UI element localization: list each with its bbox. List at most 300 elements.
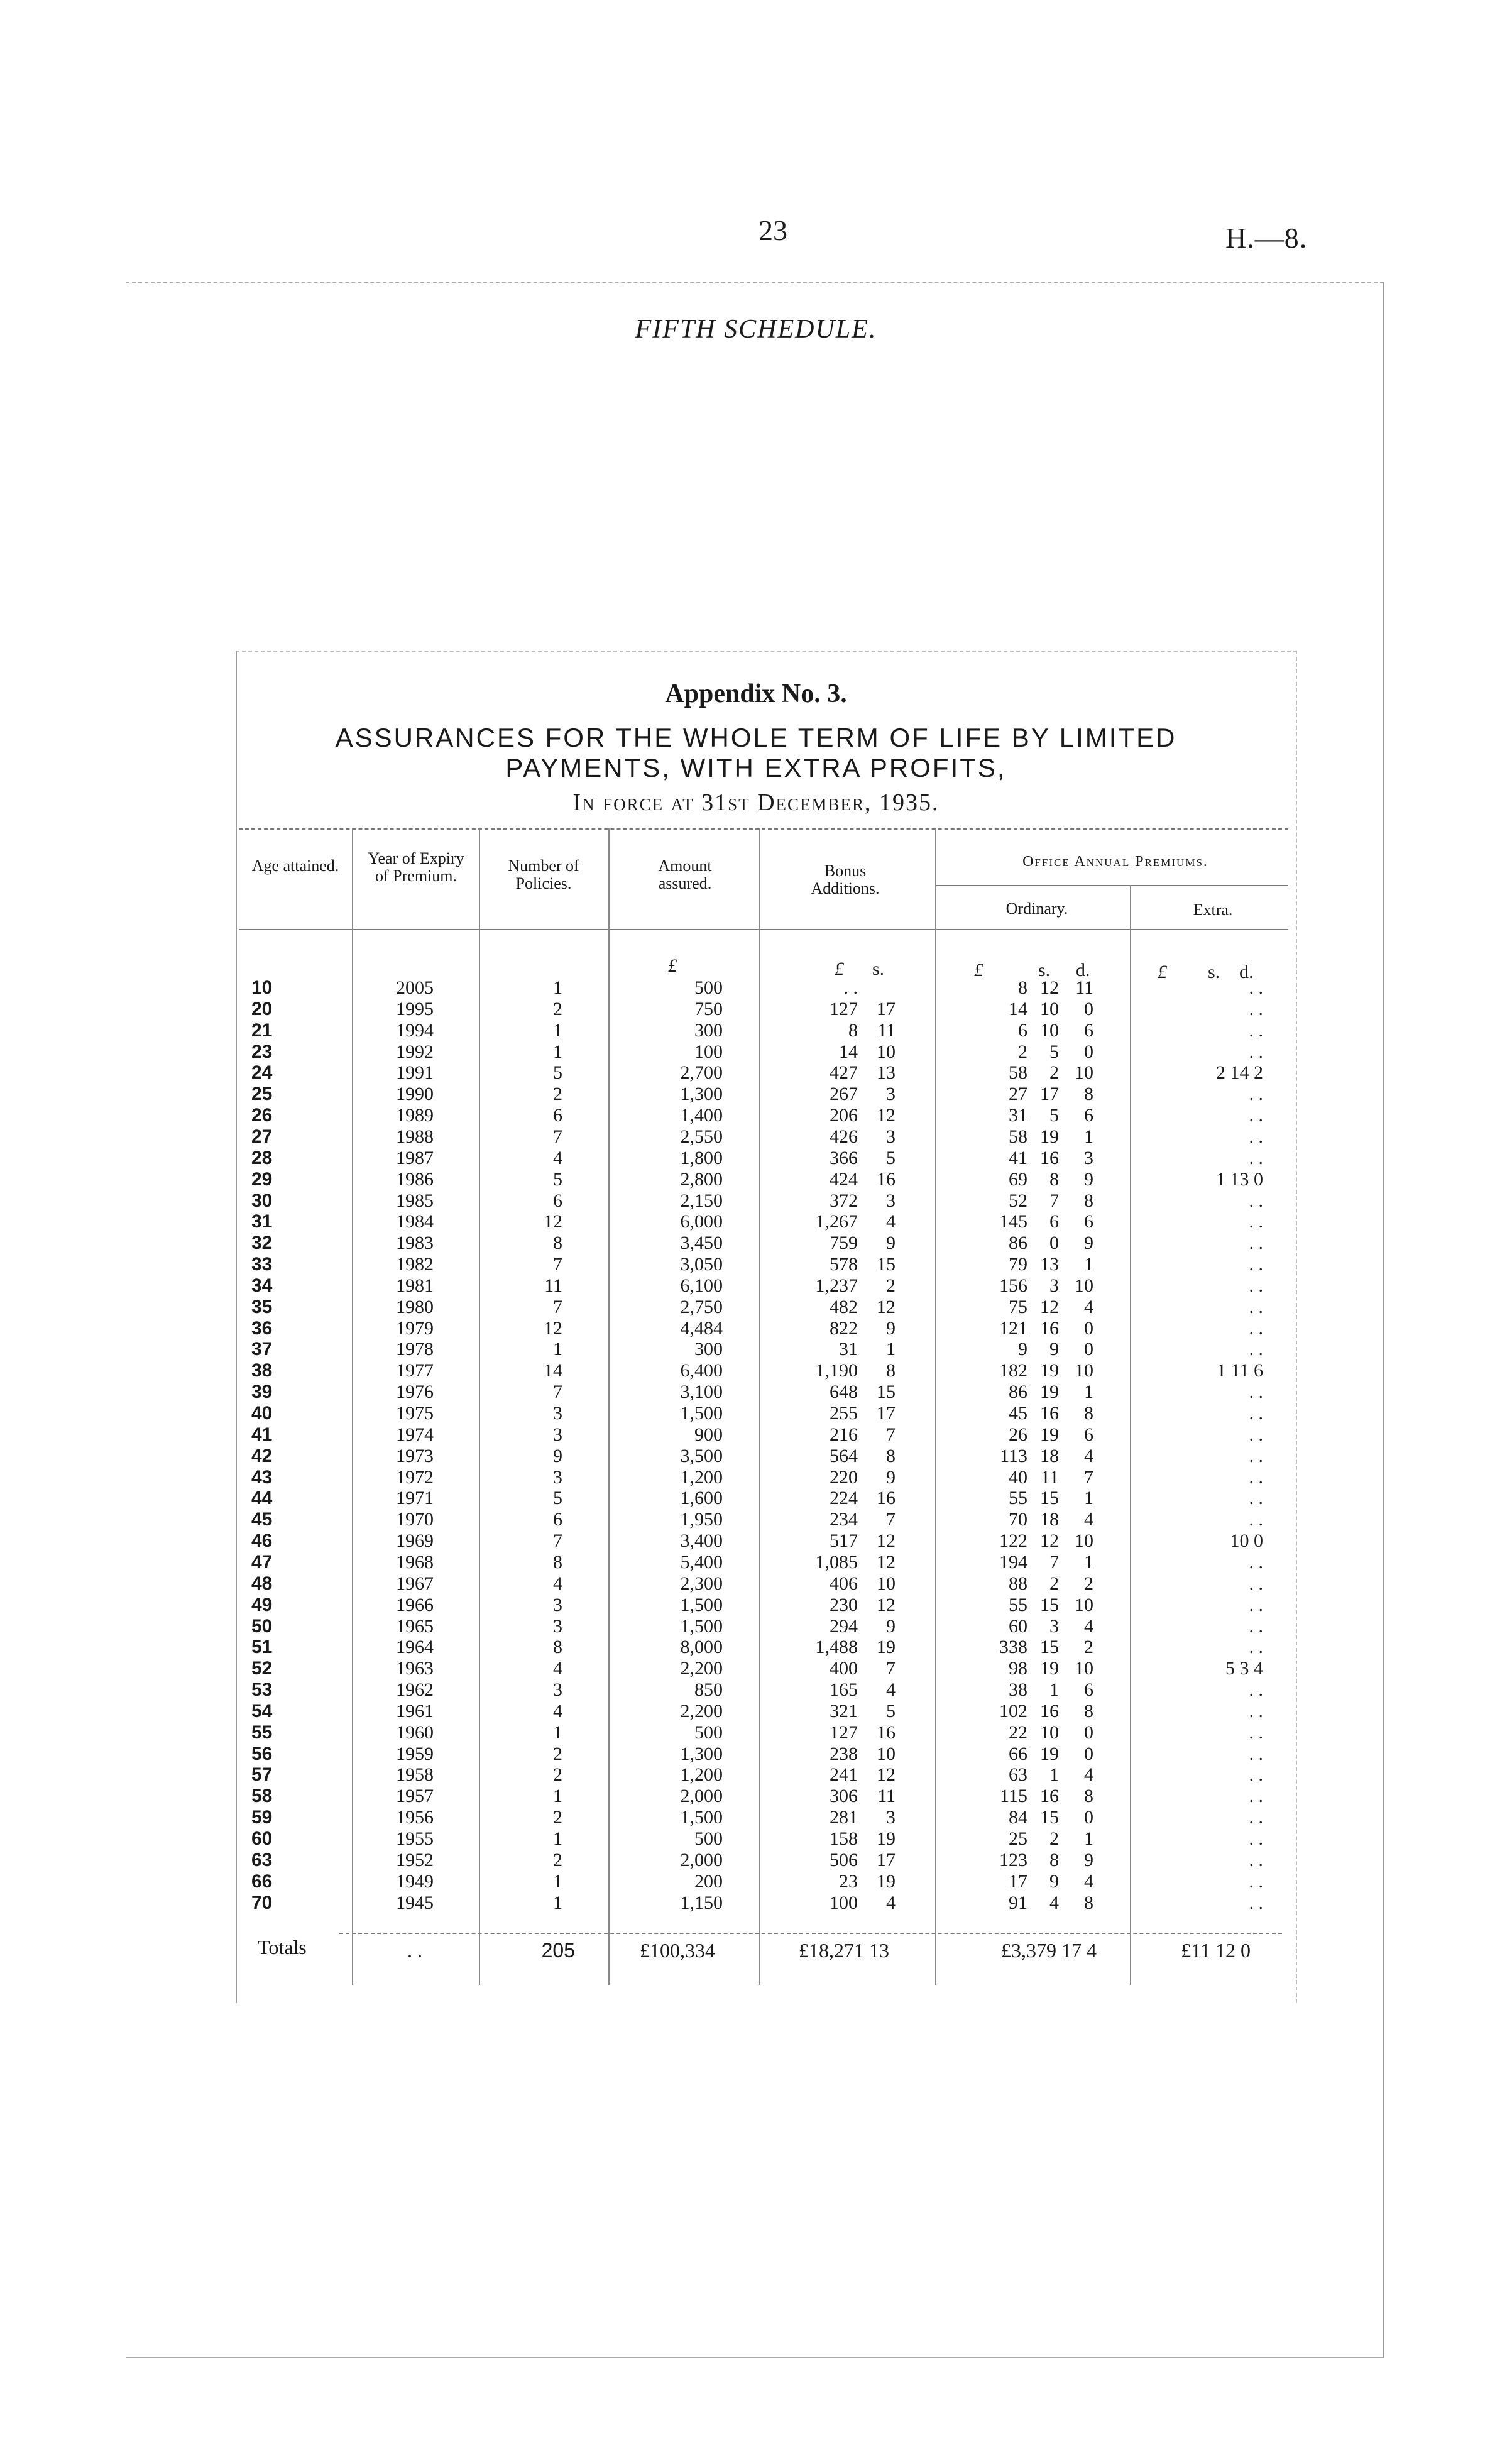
totals-extra-premiums: £11 12 0 [1181, 1939, 1251, 1962]
cell-amount: 1,600 [680, 1488, 723, 1509]
cell-bonus-l: 1,488 [815, 1637, 858, 1658]
cell-year: 1971 [396, 1488, 434, 1509]
cell-num: 4 [553, 1147, 562, 1168]
page-number: 23 [759, 214, 787, 246]
cell-bonus-l: 206 [830, 1105, 858, 1126]
cell-num: 8 [553, 1637, 562, 1658]
cell-extra: . . [1249, 1488, 1263, 1509]
column-rule-4 [759, 828, 760, 1985]
cell-bonus-s: 7 [886, 1424, 896, 1445]
cell-bonus-l: 427 [830, 1062, 858, 1084]
cell-bonus-s: 3 [886, 1807, 896, 1828]
cell-num: 14 [544, 1360, 562, 1381]
cell-age: 70 [251, 1892, 273, 1913]
cell-bonus-s: 16 [877, 1168, 896, 1190]
cell-bonus-s: 3 [886, 1190, 896, 1211]
cell-ord-d: 0 [1084, 998, 1093, 1019]
cell-year: 1974 [396, 1424, 434, 1445]
cell-num: 1 [553, 977, 562, 998]
cell-ord-l: 79 [1009, 1254, 1027, 1275]
cell-extra: . . [1249, 1019, 1263, 1041]
cell-ord-s: 15 [1040, 1807, 1059, 1828]
cell-ord-s: 19 [1040, 1424, 1059, 1445]
cell-ord-l: 6 [1018, 1019, 1027, 1041]
cell-ord-l: 86 [1009, 1233, 1027, 1254]
cell-ord-l: 26 [1009, 1424, 1027, 1445]
cell-ord-d: 10 [1075, 1275, 1093, 1296]
totals-ordinary-premiums: £3,379 17 4 [1001, 1939, 1097, 1962]
cell-bonus-s: 19 [877, 1870, 896, 1892]
cell-bonus-s: 4 [886, 1211, 896, 1233]
cell-ord-d: 11 [1075, 977, 1093, 998]
cell-ord-s: 16 [1040, 1317, 1059, 1339]
cell-age: 30 [251, 1190, 273, 1211]
cell-bonus-l: 366 [830, 1147, 858, 1168]
cell-bonus-s: 1 [886, 1339, 896, 1360]
cell-year: 1975 [396, 1403, 434, 1424]
cell-age: 51 [251, 1637, 273, 1658]
cell-year: 1977 [396, 1360, 434, 1381]
cell-bonus-s: 17 [877, 998, 896, 1019]
cell-ord-d: 10 [1075, 1360, 1093, 1381]
cell-ord-l: 55 [1009, 1594, 1027, 1615]
cell-ord-l: 115 [1000, 1786, 1027, 1807]
cell-ord-d: 9 [1084, 1233, 1093, 1254]
cell-ord-d: 6 [1084, 1105, 1093, 1126]
cell-extra: . . [1249, 1466, 1263, 1488]
cell-ord-d: 0 [1084, 1041, 1093, 1062]
cell-ord-d: 4 [1084, 1296, 1093, 1317]
cell-ord-s: 19 [1040, 1381, 1059, 1403]
cell-ord-s: 3 [1049, 1275, 1059, 1296]
cell-num: 2 [553, 1807, 562, 1828]
cell-year: 1961 [396, 1700, 434, 1721]
cell-num: 7 [553, 1296, 562, 1317]
cell-age: 43 [251, 1466, 273, 1488]
cell-bonus-l: 517 [830, 1530, 858, 1552]
cell-ord-s: 15 [1040, 1594, 1059, 1615]
cell-bonus-l: 165 [830, 1679, 858, 1701]
cell-amount: 200 [694, 1870, 723, 1892]
cell-bonus-l: 578 [830, 1254, 858, 1275]
cell-age: 37 [251, 1339, 273, 1360]
cell-amount: 3,400 [680, 1530, 723, 1552]
cell-amount: 3,450 [680, 1233, 723, 1254]
cell-extra: . . [1249, 1339, 1263, 1360]
cell-amount: 4,484 [680, 1317, 723, 1339]
cell-amount: 100 [694, 1041, 723, 1062]
cell-extra: . . [1249, 1190, 1263, 1211]
cell-ord-s: 3 [1049, 1615, 1059, 1637]
cell-ord-s: 10 [1040, 998, 1059, 1019]
cell-bonus-s: 12 [877, 1105, 896, 1126]
cell-bonus-l: 1,267 [815, 1211, 858, 1233]
cell-extra: . . [1249, 1849, 1263, 1870]
cell-bonus-l: 127 [830, 1721, 858, 1743]
cell-amount: 1,300 [680, 1743, 723, 1764]
cell-year: 1995 [396, 998, 434, 1019]
cell-ord-l: 145 [999, 1211, 1027, 1233]
cell-extra: 2 14 2 [1216, 1062, 1263, 1084]
cell-num: 1 [553, 1721, 562, 1743]
cell-extra: . . [1249, 1573, 1263, 1594]
cell-bonus-l: 281 [830, 1807, 858, 1828]
cell-ord-s: 5 [1049, 1041, 1059, 1062]
cell-extra: . . [1249, 1551, 1263, 1573]
cell-num: 3 [553, 1466, 562, 1488]
cell-age: 27 [251, 1126, 273, 1147]
cell-age: 47 [251, 1551, 273, 1573]
cell-amount: 1,150 [680, 1892, 723, 1913]
cell-amount: 1,950 [680, 1509, 723, 1530]
cell-bonus-s [861, 977, 896, 999]
cell-ord-s: 1 [1049, 1679, 1059, 1701]
cell-num: 12 [544, 1211, 562, 1233]
cell-amount: 1,500 [680, 1807, 723, 1828]
cell-bonus-s: 19 [877, 1637, 896, 1658]
header-amount-assured: Amount assured. [658, 857, 712, 892]
column-rule-3 [608, 828, 610, 1985]
cell-year: 1983 [396, 1233, 434, 1254]
cell-ord-l: 14 [1009, 998, 1027, 1019]
totals-amount-assured: £100,334 [640, 1939, 715, 1962]
cell-year: 1956 [396, 1807, 434, 1828]
cell-extra: 1 13 0 [1216, 1168, 1263, 1190]
cell-year: 1982 [396, 1254, 434, 1275]
cell-bonus-s: 4 [886, 1679, 896, 1701]
cell-bonus-l: 1,190 [815, 1360, 858, 1381]
cell-ord-d: 8 [1084, 1892, 1093, 1913]
cell-ord-d: 1 [1084, 1488, 1093, 1509]
document-reference: H.—8. [1225, 222, 1308, 254]
cell-amount: 3,050 [680, 1254, 723, 1275]
cell-amount: 2,000 [680, 1786, 723, 1807]
totals-top-rule [339, 1933, 1282, 1934]
cell-num: 2 [553, 1764, 562, 1786]
cell-amount: 2,300 [680, 1573, 723, 1594]
cell-ord-s: 19 [1040, 1360, 1059, 1381]
cell-bonus-s: 9 [886, 1317, 896, 1339]
cell-amount: 300 [694, 1339, 723, 1360]
cell-age: 36 [251, 1317, 273, 1339]
cell-num: 3 [553, 1594, 562, 1615]
cell-extra: . . [1249, 1828, 1263, 1849]
cell-num: 5 [553, 1168, 562, 1190]
cell-num: 3 [553, 1615, 562, 1637]
column-rule-6 [1130, 885, 1131, 1985]
cell-extra: . . [1249, 1126, 1263, 1147]
unit-ordinary-shillings: s. [1038, 960, 1051, 980]
cell-num: 3 [553, 1679, 562, 1701]
cell-amount: 1,200 [680, 1764, 723, 1786]
cell-age: 60 [251, 1828, 273, 1849]
cell-bonus-l: 759 [830, 1233, 858, 1254]
cell-ord-s: 7 [1049, 1190, 1059, 1211]
cell-extra: . . [1249, 1870, 1263, 1892]
cell-extra: . . [1249, 1041, 1263, 1062]
in-force-date: In force at 31st December, 1935. [572, 789, 940, 816]
cell-bonus-s: 4 [886, 1892, 896, 1913]
cell-year: 1981 [396, 1275, 434, 1296]
cell-num: 1 [553, 1892, 562, 1913]
cell-year: 1988 [396, 1126, 434, 1147]
cell-bonus-l: 127 [830, 998, 858, 1019]
cell-extra: . . [1249, 1317, 1263, 1339]
cell-ord-l: 2 [1018, 1041, 1027, 1062]
cell-bonus-l: 267 [830, 1084, 858, 1105]
cell-num: 7 [553, 1381, 562, 1403]
cell-bonus-l: 255 [830, 1403, 858, 1424]
cell-age: 59 [251, 1807, 273, 1828]
cell-amount: 1,500 [680, 1594, 723, 1615]
cell-ord-l: 45 [1009, 1403, 1027, 1424]
cell-ord-d: 8 [1084, 1700, 1093, 1721]
cell-num: 6 [553, 1190, 562, 1211]
cell-ord-d: 0 [1084, 1743, 1093, 1764]
cell-amount: 900 [694, 1424, 723, 1445]
cell-ord-d: 0 [1084, 1807, 1093, 1828]
cell-year: 1958 [396, 1764, 434, 1786]
cell-ord-d: 2 [1084, 1637, 1093, 1658]
cell-bonus-s: 15 [877, 1381, 896, 1403]
cell-bonus-s: 10 [877, 1573, 896, 1594]
cell-bonus-s: 3 [886, 1126, 896, 1147]
cell-ord-s: 9 [1049, 1870, 1059, 1892]
cell-extra: . . [1249, 1743, 1263, 1764]
unit-extra-pence: d. [1239, 962, 1254, 982]
cell-extra: . . [1249, 1424, 1263, 1445]
cell-bonus-l: 8 [848, 1019, 858, 1041]
cell-amount: 2,200 [680, 1700, 723, 1721]
cell-amount: 1,400 [680, 1105, 723, 1126]
cell-ord-l: 86 [1009, 1381, 1027, 1403]
column-rule-1 [352, 828, 353, 1985]
cell-bonus-s: 8 [886, 1360, 896, 1381]
cell-extra: 10 0 [1230, 1530, 1263, 1552]
cell-extra: . . [1249, 1254, 1263, 1275]
cell-ord-s: 4 [1049, 1892, 1059, 1913]
cell-amount: 2,700 [680, 1062, 723, 1084]
cell-ord-d: 0 [1084, 1339, 1093, 1360]
cell-ord-l: 123 [999, 1849, 1027, 1870]
cell-bonus-l: . . [843, 977, 858, 998]
cell-age: 41 [251, 1424, 273, 1445]
cell-ord-l: 91 [1009, 1892, 1027, 1913]
cell-bonus-l: 1,085 [815, 1551, 858, 1573]
cell-year: 1949 [396, 1870, 434, 1892]
cell-age: 45 [251, 1509, 273, 1530]
cell-age: 20 [251, 998, 273, 1019]
appendix-heading-line-1: ASSURANCES FOR THE WHOLE TERM OF LIFE BY LIMITED [335, 723, 1177, 752]
cell-bonus-s: 15 [877, 1254, 896, 1275]
cell-extra: . . [1249, 1594, 1263, 1615]
cell-age: 42 [251, 1445, 273, 1466]
cell-amount: 6,400 [680, 1360, 723, 1381]
cell-ord-d: 7 [1084, 1466, 1093, 1488]
cell-ord-l: 156 [999, 1275, 1027, 1296]
cell-bonus-s: 17 [877, 1849, 896, 1870]
cell-bonus-s: 9 [886, 1233, 896, 1254]
cell-num: 7 [553, 1530, 562, 1552]
cell-num: 8 [553, 1233, 562, 1254]
cell-ord-d: 6 [1084, 1019, 1093, 1041]
office-premiums-rule [936, 885, 1288, 886]
cell-num: 1 [553, 1828, 562, 1849]
cell-ord-s: 17 [1040, 1084, 1059, 1105]
cell-extra: 5 3 4 [1225, 1658, 1263, 1679]
cell-extra: . . [1249, 1275, 1263, 1296]
cell-age: 40 [251, 1403, 273, 1424]
cell-ord-s: 15 [1040, 1488, 1059, 1509]
cell-amount: 3,500 [680, 1445, 723, 1466]
cell-year: 1976 [396, 1381, 434, 1403]
cell-ord-l: 69 [1009, 1168, 1027, 1190]
cell-ord-l: 22 [1009, 1721, 1027, 1743]
cell-num: 2 [553, 1743, 562, 1764]
cell-bonus-s: 3 [886, 1084, 896, 1105]
cell-age: 52 [251, 1658, 273, 1679]
cell-num: 9 [553, 1445, 562, 1466]
cell-ord-s: 16 [1040, 1147, 1059, 1168]
cell-amount: 5,400 [680, 1551, 723, 1573]
cell-extra: . . [1249, 977, 1263, 998]
cell-age: 46 [251, 1530, 273, 1552]
header-ordinary: Ordinary. [1005, 899, 1068, 918]
cell-amount: 2,150 [680, 1190, 723, 1211]
cell-num: 4 [553, 1700, 562, 1721]
cell-ord-s: 10 [1040, 1019, 1059, 1041]
cell-ord-s: 0 [1049, 1233, 1059, 1254]
cell-bonus-s: 9 [886, 1615, 896, 1637]
cell-amount: 1,500 [680, 1403, 723, 1424]
cell-ord-d: 8 [1084, 1190, 1093, 1211]
cell-age: 48 [251, 1573, 273, 1594]
cell-year: 1986 [396, 1168, 434, 1190]
cell-bonus-l: 506 [830, 1849, 858, 1870]
cell-year: 1992 [396, 1041, 434, 1062]
cell-ord-l: 52 [1009, 1190, 1027, 1211]
cell-extra: . . [1249, 1381, 1263, 1403]
cell-age: 55 [251, 1721, 273, 1743]
cell-year: 1973 [396, 1445, 434, 1466]
cell-ord-d: 6 [1084, 1211, 1093, 1233]
cell-ord-d: 4 [1084, 1764, 1093, 1786]
cell-amount: 6,100 [680, 1275, 723, 1296]
cell-ord-d: 10 [1075, 1062, 1093, 1084]
cell-bonus-s: 5 [886, 1700, 896, 1721]
cell-ord-d: 1 [1084, 1126, 1093, 1147]
cell-extra: . . [1249, 1403, 1263, 1424]
cell-num: 6 [553, 1105, 562, 1126]
cell-year: 1984 [396, 1211, 434, 1233]
cell-year: 1980 [396, 1296, 434, 1317]
cell-ord-s: 13 [1040, 1254, 1059, 1275]
cell-amount: 500 [694, 1828, 723, 1849]
cell-num: 7 [553, 1126, 562, 1147]
cell-extra: . . [1249, 1700, 1263, 1721]
cell-year: 1969 [396, 1530, 434, 1552]
cell-ord-s: 2 [1049, 1062, 1059, 1084]
cell-bonus-l: 564 [830, 1445, 858, 1466]
cell-amount: 2,200 [680, 1658, 723, 1679]
cell-ord-l: 122 [999, 1530, 1027, 1552]
cell-amount: 2,000 [680, 1849, 723, 1870]
cell-ord-d: 9 [1084, 1168, 1093, 1190]
cell-age: 32 [251, 1233, 273, 1254]
cell-ord-d: 4 [1084, 1509, 1093, 1530]
cell-extra: . . [1249, 1892, 1263, 1913]
cell-ord-s: 5 [1049, 1105, 1059, 1126]
cell-year: 1991 [396, 1062, 434, 1084]
cell-amount: 2,550 [680, 1126, 723, 1147]
cell-amount: 1,200 [680, 1466, 723, 1488]
cell-bonus-s: 12 [877, 1764, 896, 1786]
cell-bonus-s: 2 [886, 1275, 896, 1296]
header-number-of-policies: Number of Policies. [508, 857, 579, 892]
cell-ord-d: 2 [1084, 1573, 1093, 1594]
cell-bonus-l: 238 [830, 1743, 858, 1764]
cell-ord-s: 16 [1040, 1786, 1059, 1807]
cell-amount: 8,000 [680, 1637, 723, 1658]
cell-bonus-s: 12 [877, 1530, 896, 1552]
cell-year: 1963 [396, 1658, 434, 1679]
cell-bonus-s: 16 [877, 1721, 896, 1743]
cell-bonus-l: 321 [830, 1700, 858, 1721]
cell-age: 49 [251, 1594, 273, 1615]
cell-bonus-l: 241 [830, 1764, 858, 1786]
cell-year: 1962 [396, 1679, 434, 1701]
cell-bonus-s: 7 [886, 1658, 896, 1679]
cell-extra: . . [1249, 1679, 1263, 1701]
cell-num: 12 [544, 1317, 562, 1339]
cell-bonus-l: 648 [830, 1381, 858, 1403]
cell-ord-s: 2 [1049, 1828, 1059, 1849]
cell-ord-s: 8 [1049, 1168, 1059, 1190]
cell-age: 54 [251, 1700, 273, 1721]
cell-bonus-l: 1,237 [815, 1275, 858, 1296]
cell-amount: 1,300 [680, 1084, 723, 1105]
cell-bonus-s: 10 [877, 1743, 896, 1764]
cell-bonus-l: 220 [830, 1466, 858, 1488]
cell-num: 1 [553, 1019, 562, 1041]
cell-amount: 500 [694, 977, 723, 998]
cell-ord-l: 31 [1009, 1105, 1027, 1126]
cell-extra: . . [1249, 1445, 1263, 1466]
header-bonus-additions: Bonus Additions. [811, 862, 880, 898]
cell-ord-l: 338 [999, 1637, 1027, 1658]
cell-amount: 2,750 [680, 1296, 723, 1317]
cell-age: 50 [251, 1615, 273, 1637]
cell-bonus-s: 7 [886, 1509, 896, 1530]
cell-ord-l: 70 [1009, 1509, 1027, 1530]
cell-extra: . . [1249, 1615, 1263, 1637]
cell-year: 1945 [396, 1892, 434, 1913]
unit-bonus-pound: £ [835, 958, 844, 979]
cell-age: 26 [251, 1105, 273, 1126]
cell-ord-d: 8 [1084, 1403, 1093, 1424]
cell-bonus-s: 9 [886, 1466, 896, 1488]
cell-extra: . . [1249, 1233, 1263, 1254]
cell-extra: . . [1249, 1147, 1263, 1168]
header-age: Age attained. [251, 857, 339, 875]
cell-age: 25 [251, 1084, 273, 1105]
cell-bonus-l: 372 [830, 1190, 858, 1211]
cell-bonus-s: 11 [877, 1019, 896, 1041]
cell-year: 1979 [396, 1317, 434, 1339]
cell-ord-d: 9 [1084, 1849, 1093, 1870]
cell-ord-d: 10 [1075, 1658, 1093, 1679]
cell-bonus-s: 5 [886, 1147, 896, 1168]
